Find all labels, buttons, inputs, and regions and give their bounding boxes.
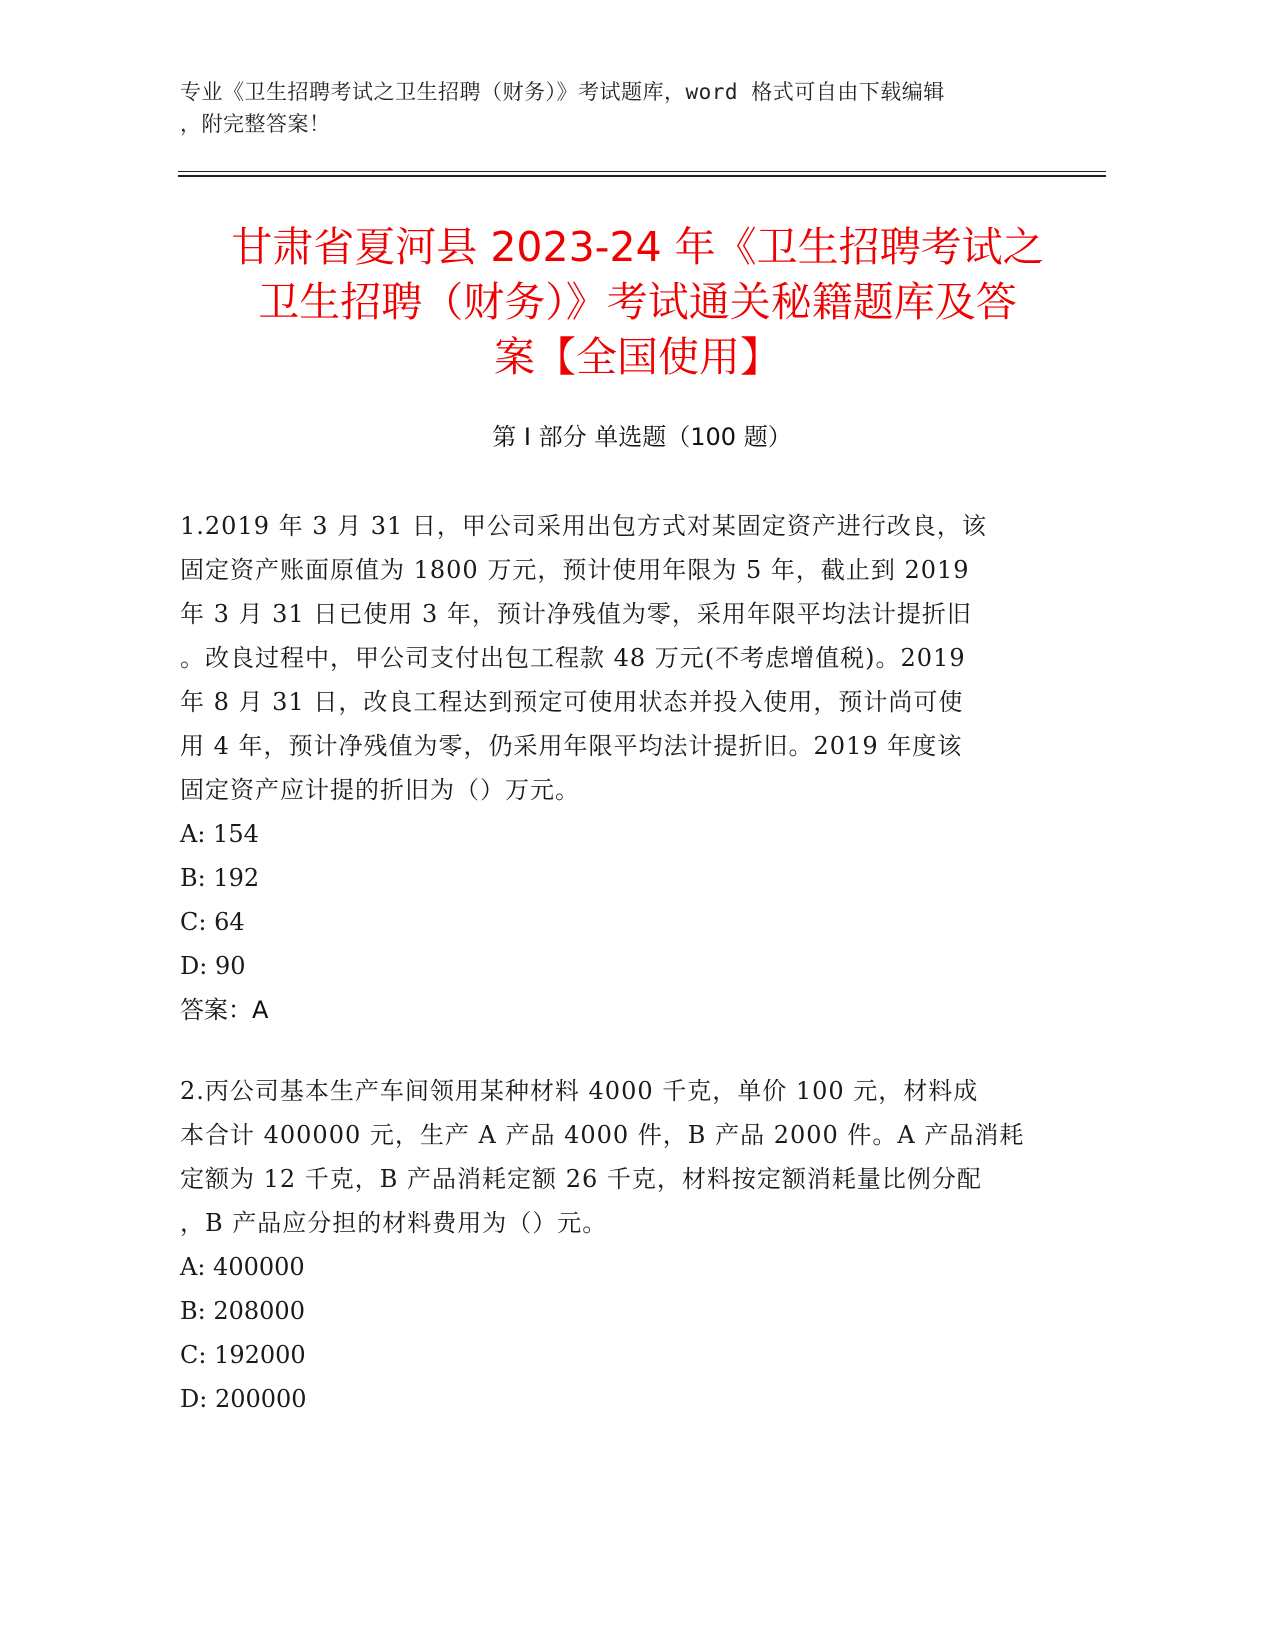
title-line-2: 卫生招聘（财务）》考试通关秘籍题库及答 (258, 278, 1017, 326)
title-line-3: 案【全国使用】 (494, 333, 781, 381)
option-b: B: 192 (180, 864, 260, 892)
document-title (150, 220, 1125, 385)
question-text-line: 固定资产账面原值为 1800 万元，预计使用年限为 5 年，截止到 2019 (180, 556, 970, 584)
question-text-line: 年 3 月 31 日已使用 3 年，预计净残值为零，采用年限平均法计提折旧 (180, 600, 972, 628)
question-text-line: 1.2019 年 3 月 31 日，甲公司采用出包方式对某固定资产进行改良，该 (180, 512, 987, 540)
question-text-line: ，B 产品应分担的材料费用为（）元。 (180, 1209, 608, 1237)
question-1 (180, 504, 1050, 1032)
title-line-1: 甘肃省夏河县 2023-24 年《卫生招聘考试之 (231, 223, 1044, 271)
question-2 (180, 1069, 1050, 1421)
option-c: C: 192000 (180, 1341, 306, 1369)
header-note (180, 76, 1060, 140)
option-a: A: 154 (180, 820, 259, 848)
header-note-line-1: 专业《卫生招聘考试之卫生招聘（财务）》考试题库，word 格式可自由下载编辑 (180, 80, 945, 104)
header-rule-bottom (178, 175, 1106, 177)
question-text-line: 定额为 12 千克，B 产品消耗定额 26 千克，材料按定额消耗量比例分配 (180, 1165, 982, 1193)
question-text-line: 本合计 400000 元，生产 A 产品 4000 件，B 产品 2000 件。A 产品消耗 (180, 1121, 1025, 1149)
header-rule-top (178, 171, 1106, 172)
option-c: C: 64 (180, 908, 245, 936)
question-text-line: 2.丙公司基本生产车间领用某种材料 4000 千克，单价 100 元，材料成 (180, 1077, 979, 1105)
question-text-line: 用 4 年，预计净残值为零，仍采用年限平均法计提折旧。2019 年度该 (180, 732, 963, 760)
question-text-line: 。改良过程中，甲公司支付出包工程款 48 万元(不考虑增值税)。2019 (180, 644, 966, 672)
answer-label: 答案：A (180, 996, 269, 1024)
option-a: A: 400000 (180, 1253, 305, 1281)
option-d: D: 90 (180, 952, 246, 980)
option-d: D: 200000 (180, 1385, 307, 1413)
section-heading: 第 I 部分 单选题（100 题） (492, 423, 792, 451)
option-b: B: 208000 (180, 1297, 305, 1325)
header-note-line-2: ，附完整答案！ (180, 112, 331, 136)
question-text-line: 年 8 月 31 日，改良工程达到预定可使用状态并投入使用，预计尚可使 (180, 688, 964, 716)
question-text-line: 固定资产应计提的折旧为（）万元。 (180, 776, 580, 804)
